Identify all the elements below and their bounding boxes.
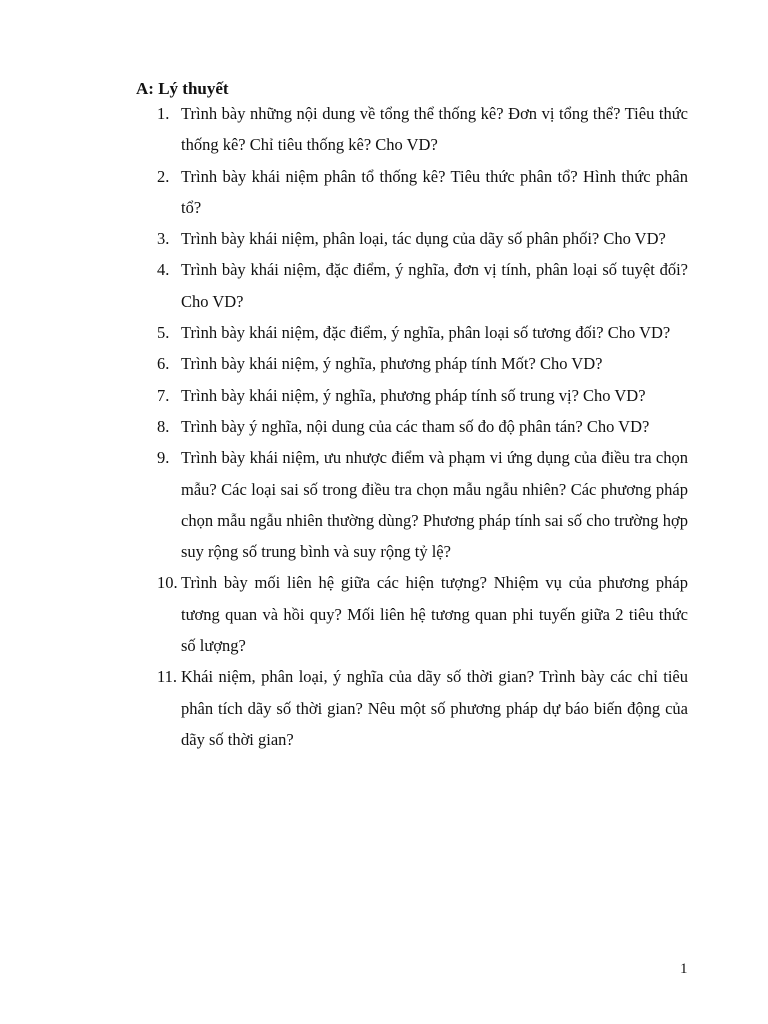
item-text: Trình bày khái niệm phân tổ thống kê? Tiêu thức phân tổ? Hình thức phân tổ?: [181, 166, 688, 217]
item-number: 2.: [157, 166, 170, 186]
item-text: Trình bày khái niệm, đặc điểm, ý nghĩa, đơn vị tính, phân loại số tuyệt đối? Cho VD?: [181, 260, 688, 311]
list-item: [0, 348, 768, 379]
item-text: Trình bày khái niệm, ý nghĩa, phương pháp tính Mốt? Cho VD?: [181, 354, 603, 374]
item-number: 9.: [157, 448, 170, 468]
item-text: Khái niệm, phân loại, ý nghĩa của dãy số thời gian? Trình bày các chỉ tiêu phân tích dãy số thời gian? Nêu một số phương pháp dự báo biến động của dãy số thời gian?: [181, 667, 688, 749]
item-text: Trình bày những nội dung về tổng thể thống kê? Đơn vị tổng thể? Tiêu thức thống kê? Chỉ tiêu thống kê? Cho VD?: [181, 104, 688, 155]
item-number: 1.: [157, 104, 170, 123]
item-number: 11.: [157, 667, 178, 687]
list-item: [0, 411, 768, 442]
item-text: Trình bày mối liên hệ giữa các hiện tượng? Nhiệm vụ của phương pháp tương quan và hồi quy? Mối liên hệ tương quan phi tuyến giữa 2 tiêu thức số lượng?: [181, 573, 688, 656]
item-text: Trình bày ý nghĩa, nội dung của các tham số đo độ phân tán? Cho VD?: [181, 416, 650, 436]
item-text: Trình bày khái niệm, đặc điểm, ý nghĩa, phân loại số tương đối? Cho VD?: [181, 323, 671, 343]
list-item: [0, 442, 768, 567]
item-number: 10.: [157, 573, 178, 593]
list-item: [0, 567, 768, 661]
item-number: 7.: [157, 385, 170, 405]
list-item: [0, 254, 768, 317]
list-item: [0, 317, 768, 348]
item-number: 5.: [157, 323, 170, 343]
item-number: 3.: [157, 229, 170, 249]
item-number: 6.: [157, 354, 170, 374]
list-item: [0, 98, 768, 161]
list-item: [0, 223, 768, 254]
section-heading: A: Lý thuyết: [136, 79, 229, 98]
question-list: [0, 98, 768, 755]
item-number: 8.: [157, 416, 170, 436]
list-item: [0, 380, 768, 411]
item-text: Trình bày khái niệm, ưu nhược điểm và phạm vi ứng dụng của điều tra chọn mẫu? Các loại sai số trong điều tra chọn mẫu ngẫu nhiên? Các phương pháp chọn mẫu ngẫu nhiên thường dùng? Phương pháp tính sai số cho trường hợp suy rộng số trung bình và suy rộng tỷ lệ?: [181, 448, 688, 562]
list-item: [0, 161, 768, 224]
list-item: [0, 661, 768, 755]
item-text: Trình bày khái niệm, ý nghĩa, phương pháp tính số trung vị? Cho VD?: [181, 385, 646, 405]
page-number: 1: [680, 961, 688, 977]
item-number: 4.: [157, 260, 170, 280]
item-text: Trình bày khái niệm, phân loại, tác dụng của dãy số phân phối? Cho VD?: [181, 229, 666, 249]
